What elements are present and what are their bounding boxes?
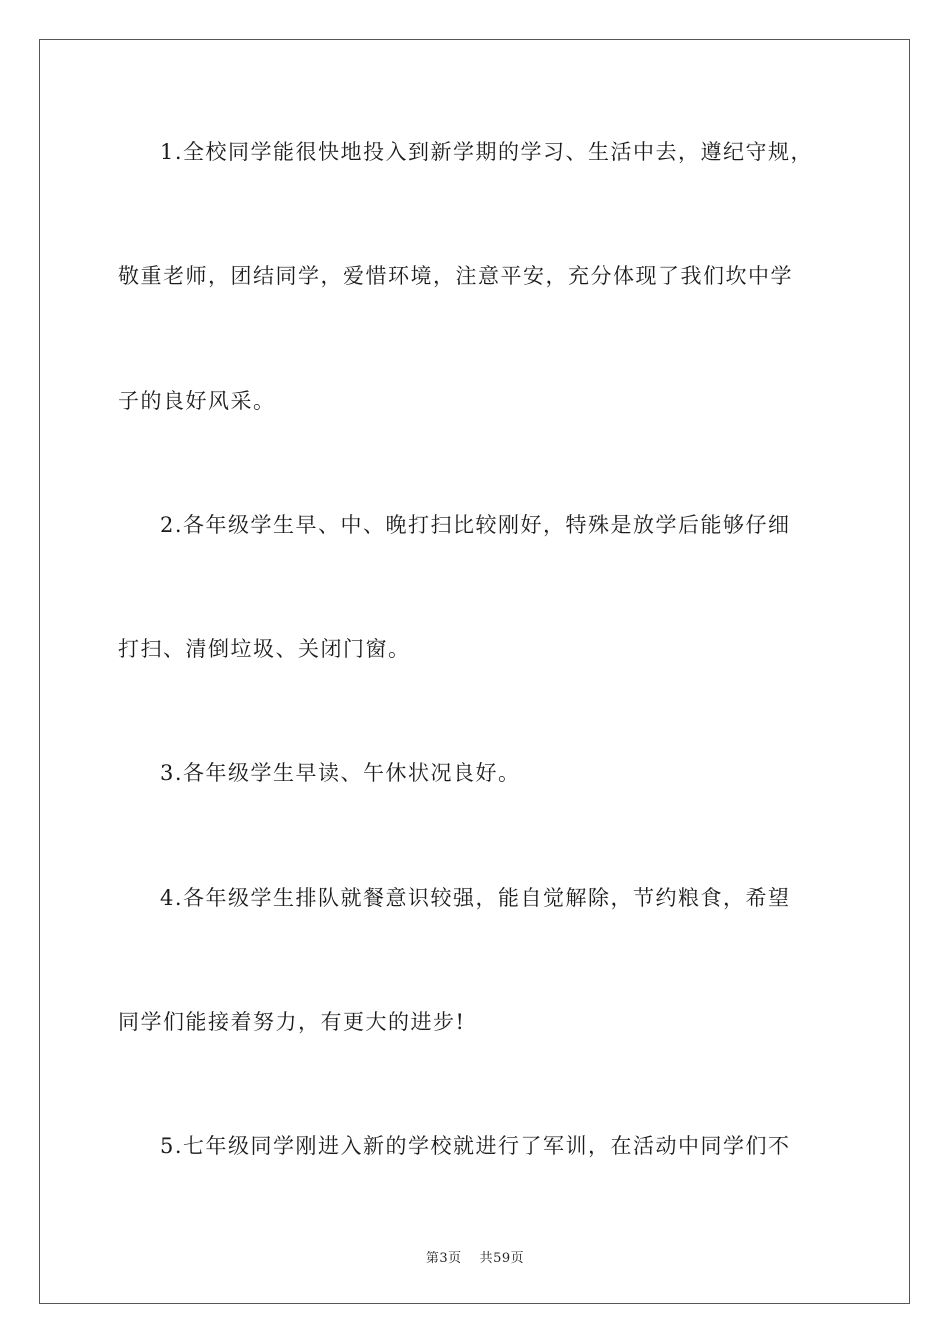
page-number: 第3页 [425,1251,462,1266]
page-total: 共59页 [479,1251,525,1266]
paragraph-4-line-2: 同学们能接着努力，有更大的进步! [118,1010,466,1034]
paragraph-3-line-1: 3.各年级学生早读、午休状况良好。 [160,761,521,785]
page-footer [0,1247,950,1266]
page-border [39,39,910,1304]
paragraph-1-line-3: 子的良好风采。 [118,389,276,413]
paragraph-1-line-1: 1.全校同学能很快地投入到新学期的学习、生活中去，遵纪守规， [160,140,814,164]
paragraph-2-line-1: 2.各年级学生早、中、晚打扫比较刚好，特殊是放学后能够仔细 [160,513,791,537]
paragraph-2-line-2: 打扫、清倒垃圾、关闭门窗。 [118,637,411,661]
paragraph-4-line-1: 4.各年级学生排队就餐意识较强，能自觉解除，节约粮食，希望 [160,886,791,910]
paragraph-5-line-1: 5.七年级同学刚进入新的学校就进行了军训，在活动中同学们不 [160,1134,791,1158]
paragraph-1-line-2: 敬重老师，团结同学，爱惜环境，注意平安，充分体现了我们坎中学 [118,264,793,288]
